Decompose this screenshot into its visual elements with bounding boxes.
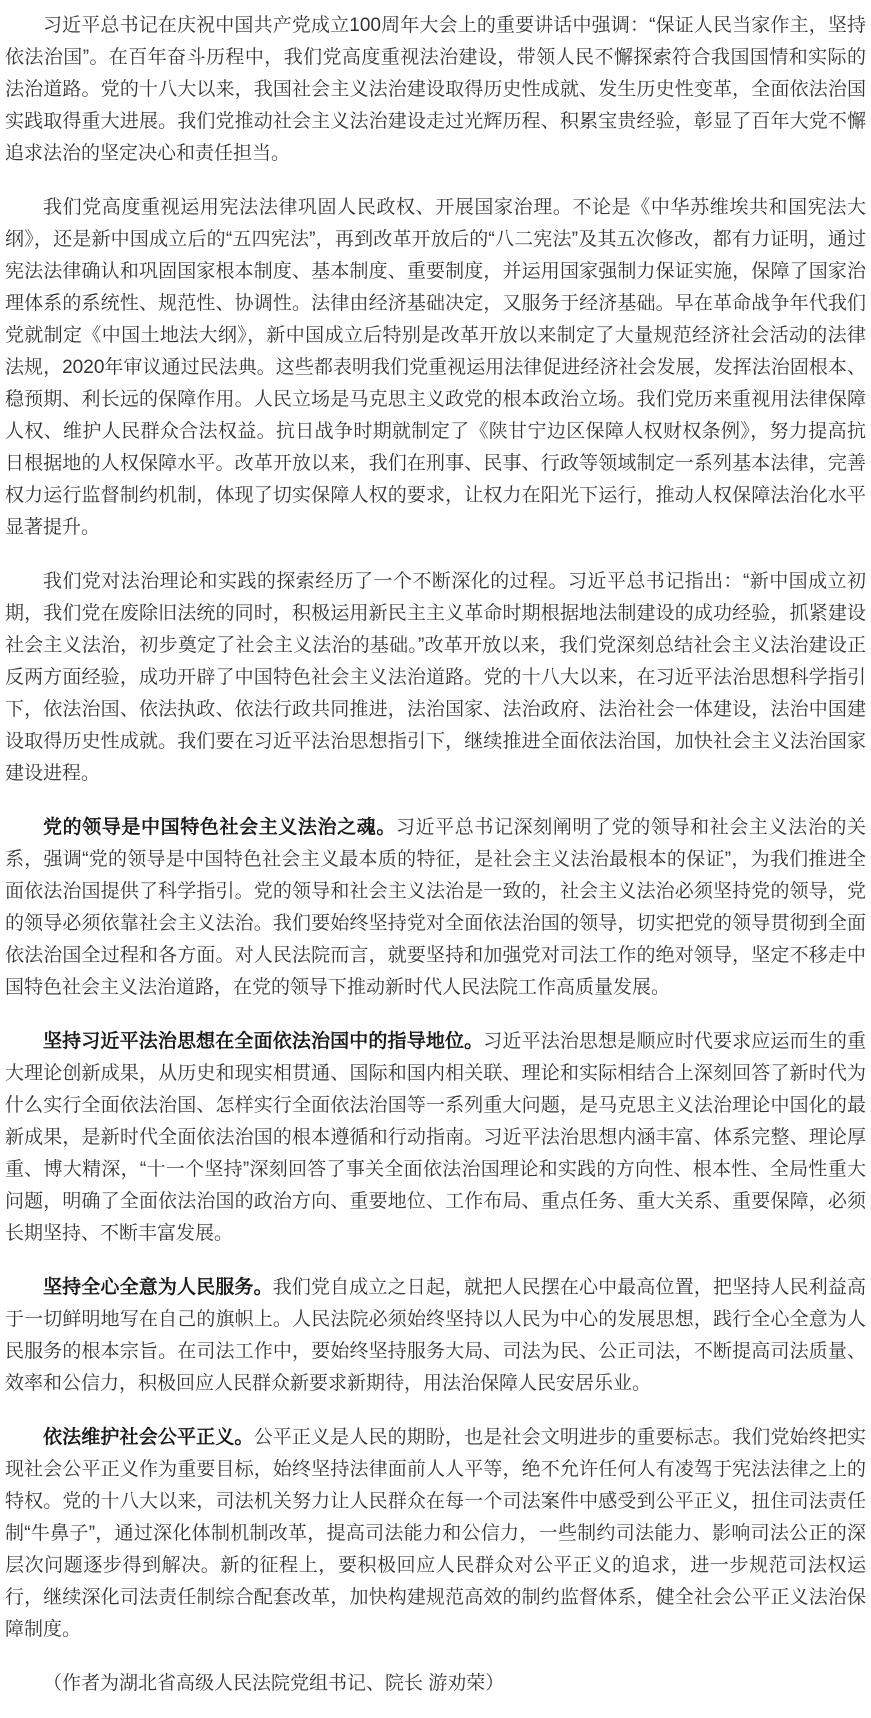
paragraph-text: 习近平总书记在庆祝中国共产党成立100周年大会上的重要讲话中强调：“保证人民当家作主，坚持依法治国”。在百年奋斗历程中，我们党高度重视法治建设，带领人民不懈探索符合我国国情和实际的法治道路。党的十八大以来，我国社会主义法治建设取得历史性成就、发生历史性变革，全面依法治国实践取得重大进展。我们党推动社会主义法治建设走过光辉历程、积累宝贵经验，彰显了百年大党不懈追求法治的坚定决心和责任担当。	[5, 15, 866, 164]
paragraph	[5, 1422, 866, 1646]
paragraph	[5, 566, 866, 790]
paragraph-lead: 党的领导是中国特色社会主义法治之魂。	[43, 817, 396, 838]
paragraph-text: 我们党高度重视运用宪法法律巩固人民政权、开展国家治理。不论是《中华苏维埃共和国宪法大纲》，还是新中国成立后的“五四宪法”，再到改革开放后的“八二宪法”及其五次修改，都有力证明，通过宪法法律确认和巩固国家根本制度、基本制度、重要制度，并运用国家强制力保证实施，保障了国家治理体系的系统性、规范性、协调性。法律由经济基础决定，又服务于经济基础。早在革命战争年代我们党就制定《中国土地法大纲》，新中国成立后特别是改革开放以来制定了大量规范经济社会活动的法律法规，2020年审议通过民法典。这些都表明我们党重视运用法律促进经济社会发展，发挥法治固根本、稳预期、利长远的保障作用。人民立场是马克思主义政党的根本政治立场。我们党历来重视用法律保障人权、维护人民群众合法权益。抗日战争时期就制定了《陕甘宁边区保障人权财权条例》，努力提高抗日根据地的人权保障水平。改革开放以来，我们在刑事、民事、行政等领域制定一系列基本法律，完善权力运行监督制约机制，体现了切实保障人权的要求，让权力在阳光下运行，推动人权保障法治化水平显著提升。	[5, 197, 866, 538]
paragraph-lead: 依法维护社会公平正义。	[43, 1427, 254, 1448]
author-byline: （作者为湖北省高级人民法院党组书记、院长 游劝荣）	[43, 1673, 505, 1694]
paragraph-text: 我们党自成立之日起，就把人民摆在心中最高位置，把坚持人民利益高于一切鲜明地写在自己的旗帜上。人民法院必须始终坚持以人民为中心的发展思想，践行全心全意为人民服务的根本宗旨。在司法工作中，要始终坚持服务大局、司法为民、公正司法，不断提高司法质量、效率和公信力，积极回应人民群众新要求新期待，用法治保障人民安居乐业。	[5, 1277, 866, 1394]
paragraph	[5, 1026, 866, 1250]
paragraph-lead: 坚持全心全意为人民服务。	[43, 1277, 273, 1298]
paragraph	[5, 192, 866, 544]
paragraph	[5, 1272, 866, 1400]
paragraph	[5, 812, 866, 1004]
paragraph-text: 习近平总书记深刻阐明了党的领导和社会主义法治的关系，强调“党的领导是中国特色社会主义最本质的特征，是社会主义法治最根本的保证”，为我们推进全面依法治国提供了科学指引。党的领导和社会主义法治是一致的，社会主义法治必须坚持党的领导，党的领导必须依靠社会主义法治。我们要始终坚持党对全面依法治国的领导，切实把党的领导贯彻到全面依法治国全过程和各方面。对人民法院而言，就要坚持和加强党对司法工作的绝对领导，坚定不移走中国特色社会主义法治道路，在党的领导下推动新时代人民法院工作高质量发展。	[5, 817, 866, 998]
paragraph-lead: 坚持习近平法治思想在全面依法治国中的指导地位。	[43, 1031, 484, 1052]
paragraph	[5, 10, 866, 170]
paragraph-text: 公平正义是人民的期盼，也是社会文明进步的重要标志。我们党始终把实现社会公平正义作为重要目标，始终坚持法律面前人人平等，绝不允许任何人有凌驾于宪法法律之上的特权。党的十八大以来，司法机关努力让人民群众在每一个司法案件中感受到公平正义，扭住司法责任制“牛鼻子”，通过深化体制机制改革，提高司法能力和公信力，一些制约司法能力、影响司法公正的深层次问题逐步得到解决。新的征程上，要积极回应人民群众对公平正义的追求，进一步规范司法权运行，继续深化司法责任制综合配套改革，加快构建规范高效的制约监督体系，健全社会公平正义法治保障制度。	[5, 1427, 866, 1640]
paragraph-text: 我们党对法治理论和实践的探索经历了一个不断深化的过程。习近平总书记指出：“新中国成立初期，我们党在废除旧法统的同时，积极运用新民主主义革命时期根据地法制建设的成功经验，抓紧建设社会主义法治，初步奠定了社会主义法治的基础。”改革开放以来，我们党深刻总结社会主义法治建设正反两方面经验，成功开辟了中国特色社会主义法治道路。党的十八大以来，在习近平法治思想科学指引下，依法治国、依法执政、依法行政共同推进，法治国家、法治政府、法治社会一体建设，法治中国建设取得历史性成就。我们要在习近平法治思想指引下，继续推进全面依法治国，加快社会主义法治国家建设进程。	[5, 571, 866, 784]
paragraph-text: 习近平法治思想是顺应时代要求应运而生的重大理论创新成果，从历史和现实相贯通、国际和国内相关联、理论和实际相结合上深刻回答了新时代为什么实行全面依法治国、怎样实行全面依法治国等一系列重大问题，是马克思主义法治理论中国化的最新成果，是新时代全面依法治国的根本遵循和行动指南。习近平法治思想内涵丰富、体系完整、理论厚重、博大精深，“十一个坚持”深刻回答了事关全面依法治国理论和实践的方向性、根本性、全局性重大问题，明确了全面依法治国的政治方向、重要地位、工作布局、重点任务、重大关系、重要保障，必须长期坚持、不断丰富发展。	[5, 1031, 866, 1244]
